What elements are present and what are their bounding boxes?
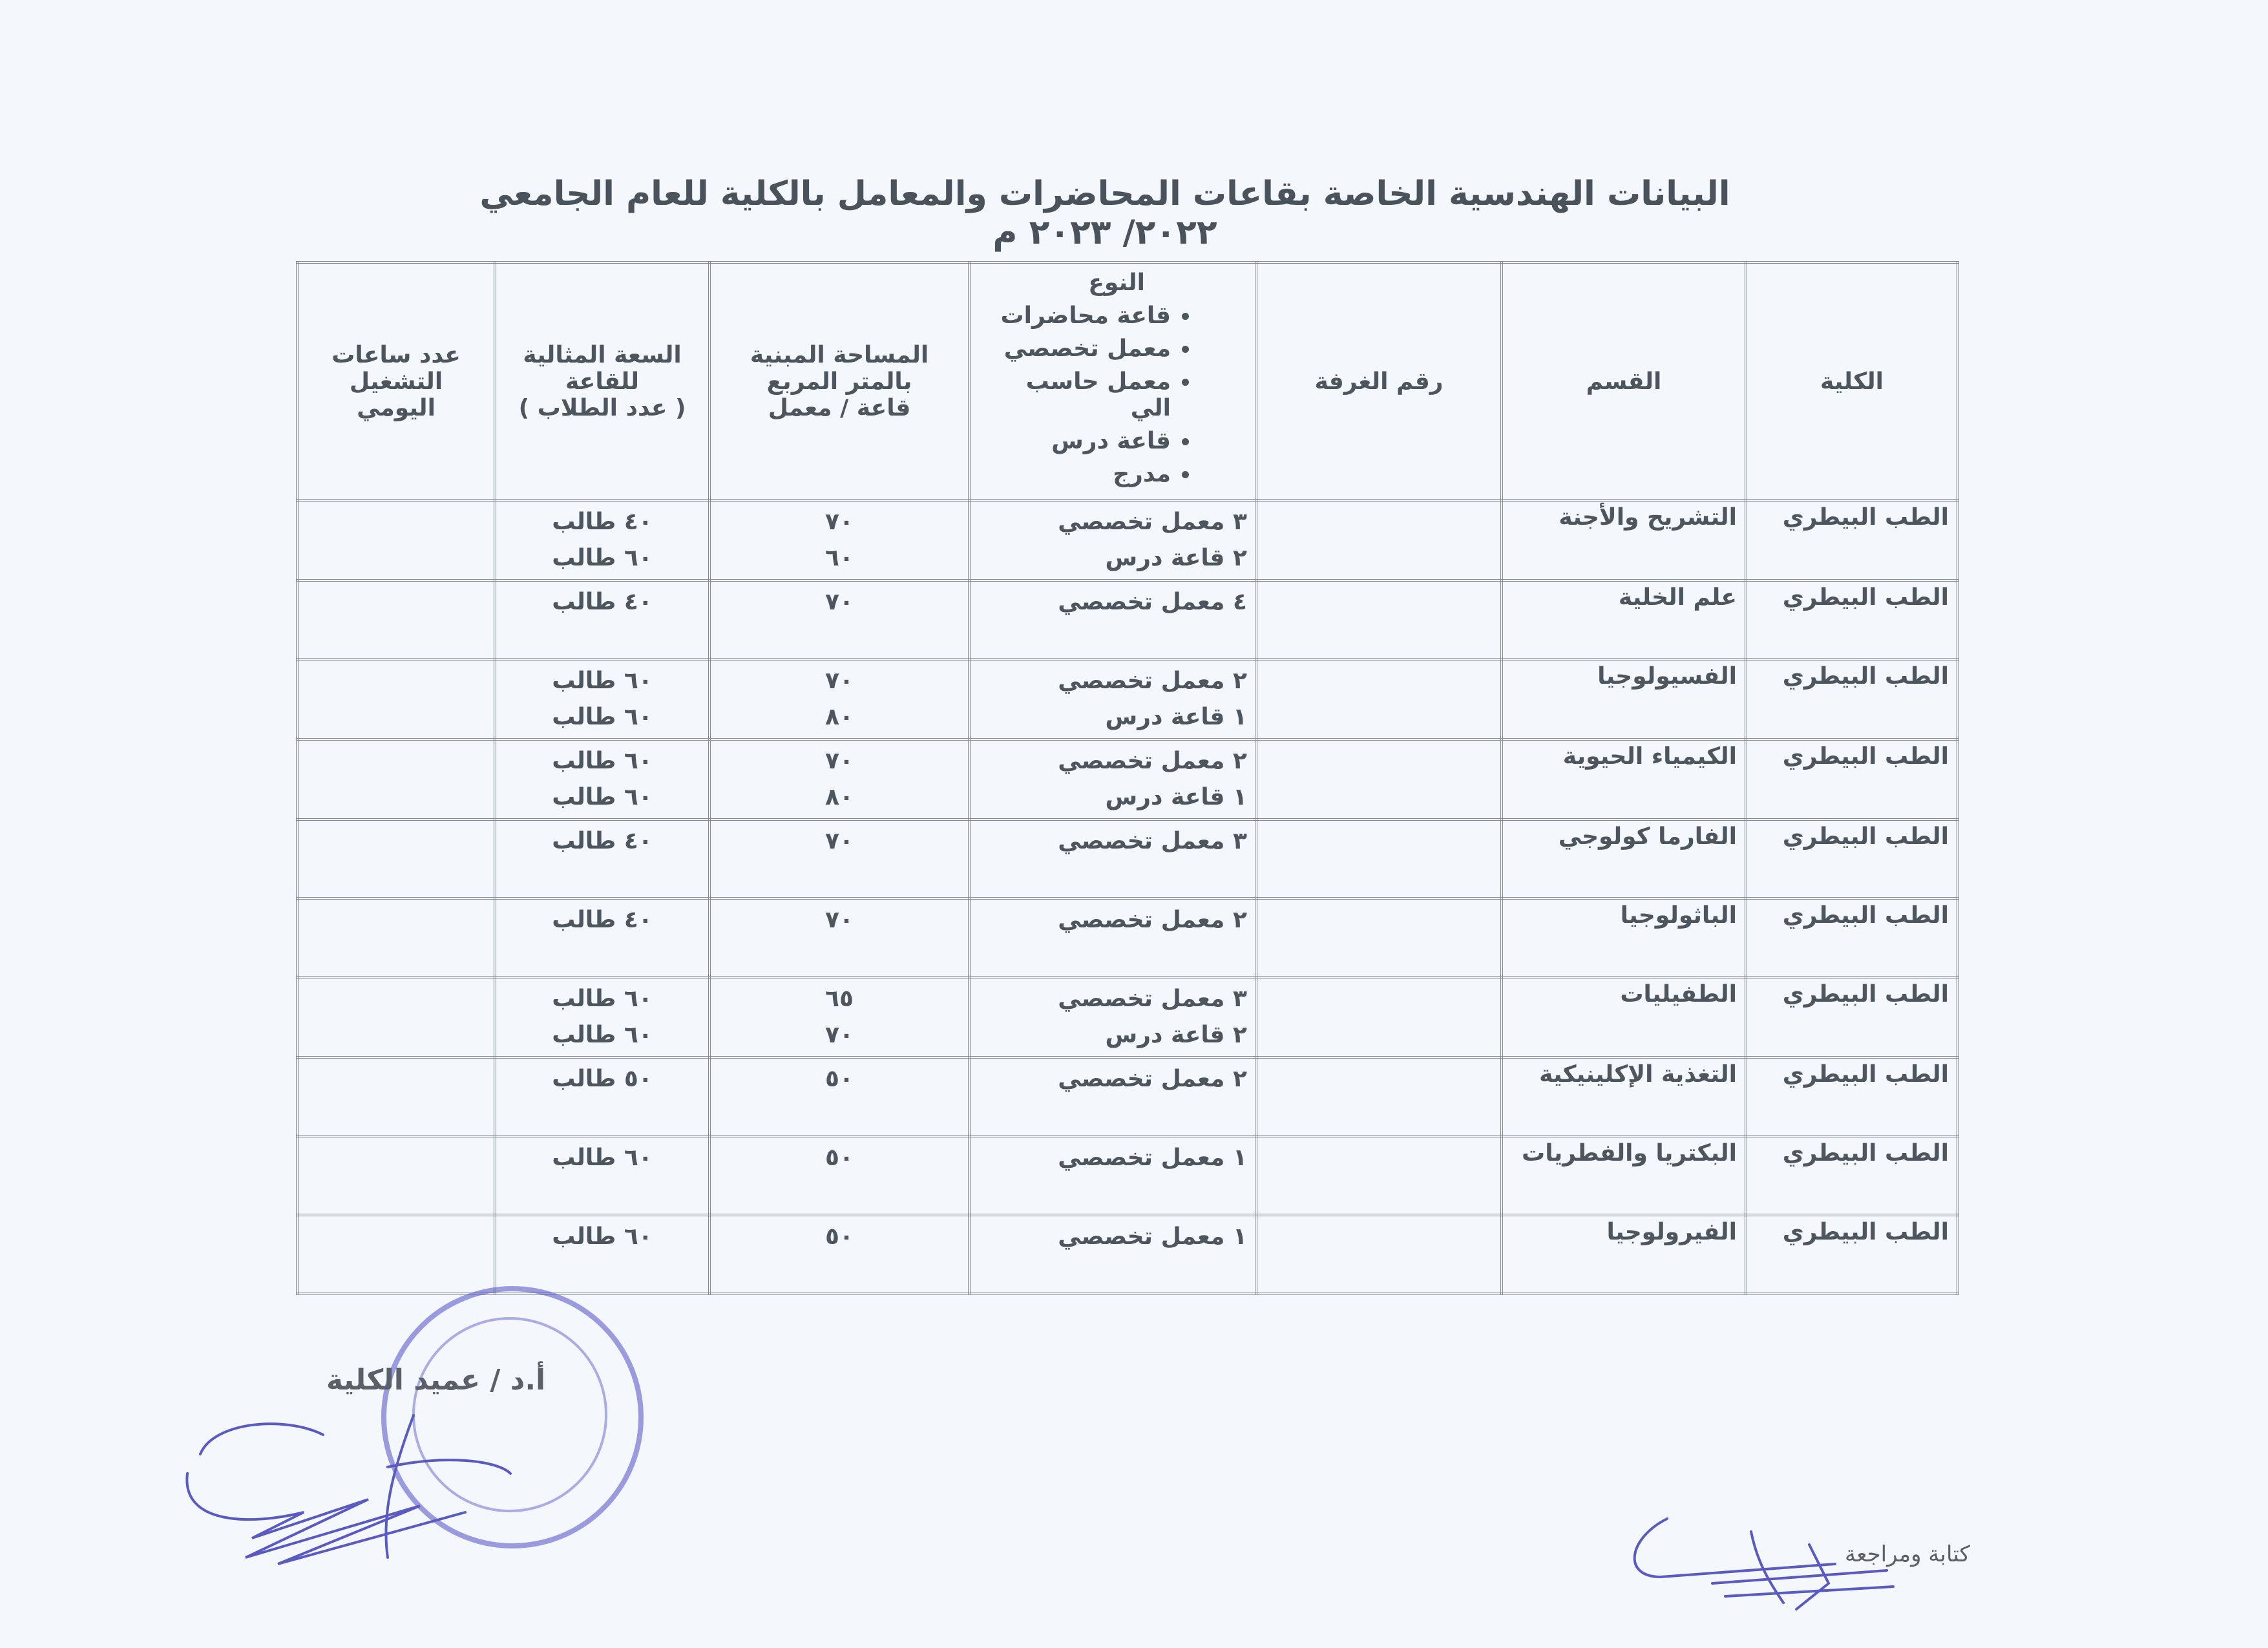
cell-type-line: ١ معمل تخصصي [1058, 1145, 1247, 1171]
cell-room-no [1256, 1215, 1502, 1294]
cell-type [969, 1215, 1256, 1294]
cell-type-line: ٢ معمل تخصصي [1058, 907, 1247, 933]
cell-capacity-line: ٦٠ طالب [552, 1145, 653, 1171]
cell-area [709, 580, 969, 659]
cell-type [969, 739, 1256, 819]
cell-capacity [495, 977, 709, 1057]
cell-type [969, 1057, 1256, 1136]
cell-area [709, 977, 969, 1057]
cell-department: التشريح والأجنة [1502, 500, 1746, 580]
cell-capacity-line: ٦٠ طالب [552, 1223, 653, 1250]
cell-type-line: ٢ قاعة درس [1105, 1022, 1247, 1048]
cell-hours [297, 977, 495, 1057]
header-hours [297, 262, 495, 500]
cell-area [709, 739, 969, 819]
cell-department: الطفيليات [1502, 977, 1746, 1057]
cell-type [969, 898, 1256, 977]
cell-type [969, 580, 1256, 659]
cell-type-line: ٣ معمل تخصصي [1058, 986, 1247, 1012]
cell-faculty: الطب البيطري [1746, 739, 1958, 819]
rooms-table [296, 261, 1959, 1295]
header-room-no: رقم الغرفة [1256, 262, 1502, 500]
cell-type-line: ٢ معمل تخصصي [1058, 748, 1247, 774]
cell-hours [297, 739, 495, 819]
cell-capacity-line: ٦٠ طالب [552, 545, 653, 571]
cell-room-no [1256, 819, 1502, 898]
table-row [297, 659, 1958, 739]
cell-area-line: ٧٠ [825, 668, 854, 694]
header-capacity-line3: ( عدد الطلاب ) [518, 394, 686, 421]
cell-area-line: ٦٠ [825, 545, 854, 571]
cell-capacity-line: ٦٠ طالب [552, 986, 653, 1012]
cell-capacity-line: ٥٠ طالب [552, 1066, 653, 1092]
cell-faculty: الطب البيطري [1746, 977, 1958, 1057]
header-faculty: الكلية [1746, 262, 1958, 500]
type-option: • معمل تخصصي [978, 335, 1171, 362]
cell-area-line: ٧٠ [825, 748, 854, 774]
cell-room-no [1256, 500, 1502, 580]
cell-faculty: الطب البيطري [1746, 819, 1958, 898]
table-row [297, 977, 1958, 1057]
cell-capacity [495, 1215, 709, 1294]
cell-capacity-line: ٤٠ طالب [552, 589, 653, 615]
cell-faculty: الطب البيطري [1746, 1136, 1958, 1215]
cell-area-line: ٧٠ [825, 828, 854, 854]
header-hours-line2: التشغيل اليومي [349, 368, 443, 421]
cell-area [709, 1215, 969, 1294]
cell-room-no [1256, 580, 1502, 659]
type-option: • مدرج [978, 461, 1171, 487]
cell-department: البكتريا والفطريات [1502, 1136, 1746, 1215]
header-area-line3: قاعة / معمل [768, 394, 911, 421]
cell-area-line: ٧٠ [825, 589, 854, 615]
dean-label: أ.د / عميد الكلية [326, 1364, 546, 1397]
cell-department: الفيرولوجيا [1502, 1215, 1746, 1294]
cell-hours [297, 819, 495, 898]
cell-department: التغذية الإكلينيكية [1502, 1057, 1746, 1136]
header-hours-line1: عدد ساعات [331, 341, 461, 368]
cell-room-no [1256, 977, 1502, 1057]
cell-area [709, 898, 969, 977]
table-row [297, 1136, 1958, 1215]
cell-type [969, 1136, 1256, 1215]
cell-area-line: ٧٠ [825, 907, 854, 933]
cell-capacity [495, 580, 709, 659]
cell-hours [297, 1136, 495, 1215]
cell-type-line: ١ قاعة درس [1105, 704, 1247, 730]
type-options-list [978, 302, 1216, 487]
cell-capacity [495, 819, 709, 898]
cell-type-line: ٢ قاعة درس [1105, 545, 1247, 571]
cell-department: الباثولوجيا [1502, 898, 1746, 977]
cell-area-line: ٨٠ [825, 704, 854, 730]
cell-hours [297, 898, 495, 977]
cell-type [969, 659, 1256, 739]
header-type-title: النوع [1088, 269, 1145, 296]
cell-area [709, 500, 969, 580]
cell-area [709, 819, 969, 898]
cell-type-line: ٤ معمل تخصصي [1058, 589, 1247, 615]
cell-capacity [495, 1057, 709, 1136]
cell-room-no [1256, 739, 1502, 819]
cell-area-line: ٥٠ [825, 1066, 854, 1092]
cell-type-line: ١ معمل تخصصي [1058, 1223, 1247, 1250]
cell-type-line: ٣ معمل تخصصي [1058, 828, 1247, 854]
cell-capacity-line: ٦٠ طالب [552, 704, 653, 730]
cell-area-line: ٨٠ [825, 784, 854, 810]
cell-hours [297, 1057, 495, 1136]
writer-label: كتابة ومراجعة [1845, 1541, 1970, 1567]
cell-type-line: ١ قاعة درس [1105, 784, 1247, 810]
cell-department: الكيمياء الحيوية [1502, 739, 1746, 819]
cell-room-no [1256, 1057, 1502, 1136]
dean-signature [174, 1364, 536, 1570]
cell-faculty: الطب البيطري [1746, 500, 1958, 580]
cell-faculty: الطب البيطري [1746, 580, 1958, 659]
cell-type [969, 977, 1256, 1057]
header-area-line2: بالمتر المربع [766, 368, 912, 395]
cell-hours [297, 580, 495, 659]
cell-capacity-line: ٦٠ طالب [552, 668, 653, 694]
header-type [969, 262, 1256, 500]
cell-capacity-line: ٦٠ طالب [552, 748, 653, 774]
cell-area-line: ٥٠ [825, 1223, 854, 1250]
table-row [297, 819, 1958, 898]
cell-area-line: ٧٠ [825, 509, 854, 535]
type-option: • قاعة محاضرات [978, 302, 1171, 329]
table-row [297, 739, 1958, 819]
table-row [297, 1057, 1958, 1136]
cell-faculty: الطب البيطري [1746, 1215, 1958, 1294]
cell-department: الفسيولوجيا [1502, 659, 1746, 739]
cell-room-no [1256, 898, 1502, 977]
cell-faculty: الطب البيطري [1746, 1057, 1958, 1136]
cell-type [969, 819, 1256, 898]
header-capacity-line2: للقاعة [565, 368, 640, 395]
cell-area-line: ٥٠ [825, 1145, 854, 1171]
table-row [297, 898, 1958, 977]
table-row [297, 580, 1958, 659]
cell-area [709, 1057, 969, 1136]
cell-capacity [495, 1136, 709, 1215]
cell-hours [297, 1215, 495, 1294]
header-capacity [495, 262, 709, 500]
cell-capacity-line: ٦٠ طالب [552, 1022, 653, 1048]
header-capacity-line1: السعة المثالية [523, 341, 682, 368]
cell-room-no [1256, 1136, 1502, 1215]
cell-type-line: ٣ معمل تخصصي [1058, 509, 1247, 535]
header-row [297, 262, 1958, 500]
cell-area-line: ٦٥ [825, 986, 854, 1012]
cell-type [969, 500, 1256, 580]
cell-department: علم الخلية [1502, 580, 1746, 659]
cell-type-line: ٢ معمل تخصصي [1058, 668, 1247, 694]
cell-capacity-line: ٦٠ طالب [552, 784, 653, 810]
cell-area [709, 1136, 969, 1215]
header-area [709, 262, 969, 500]
table-row [297, 1215, 1958, 1294]
cell-room-no [1256, 659, 1502, 739]
cell-faculty: الطب البيطري [1746, 898, 1958, 977]
cell-capacity-line: ٤٠ طالب [552, 907, 653, 933]
cell-capacity [495, 898, 709, 977]
type-option: • معمل حاسب الي [978, 368, 1171, 421]
cell-area-line: ٧٠ [825, 1022, 854, 1048]
cell-capacity [495, 739, 709, 819]
cell-hours [297, 500, 495, 580]
header-department: القسم [1502, 262, 1746, 500]
cell-capacity [495, 500, 709, 580]
cell-type-line: ٢ معمل تخصصي [1058, 1066, 1247, 1092]
cell-faculty: الطب البيطري [1746, 659, 1958, 739]
type-option: • قاعة درس [978, 428, 1171, 454]
table-row [297, 500, 1958, 580]
cell-department: الفارما كولوجي [1502, 819, 1746, 898]
cell-capacity [495, 659, 709, 739]
header-area-line1: المساحة المبنية [750, 341, 929, 368]
cell-area [709, 659, 969, 739]
writer-signature [1615, 1506, 1913, 1616]
cell-capacity-line: ٤٠ طالب [552, 509, 653, 535]
cell-capacity-line: ٤٠ طالب [552, 828, 653, 854]
document-title: البيانات الهندسية الخاصة بقاعات المحاضرات والمعامل بالكلية للعام الجامعي ٢٠٢٢/ ٢٠٢٣ م [479, 174, 1730, 252]
cell-hours [297, 659, 495, 739]
